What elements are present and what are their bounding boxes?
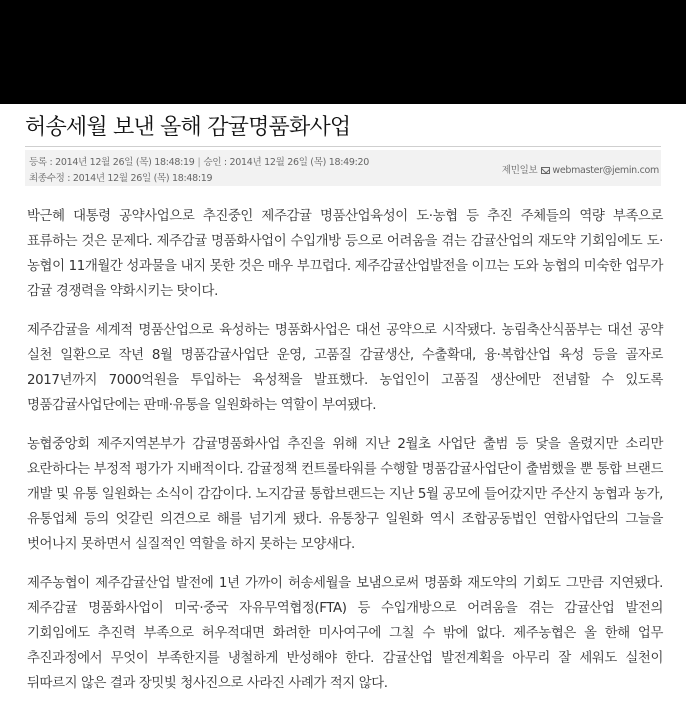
article-paragraph-3: 농협중앙회 제주지역본부가 감귤명품화사업 추진을 위해 지난 2월초 사업단 출범 등 닻을 올렸지만 소리만 요란하다는 부정적 평가가 지배적이다. 감귤정책 컨트롤타워를 수행할 명품감귤사업단이 출범했을 뿐 통합 브랜드 개발 및 유통 일원화는 소식이 감감이다. 노지감귤 통합브랜드는 지난 5월 공모에 들어갔지만 주산지 농협과 농가, 유통업체 등의 엇갈린 의견으로 해를 넘기게 됐다. 유통창구 일원화 역시 조합공동법인 연합사업단의 그늘을 벗어나지 못하면서 실질적인 역할을 하지 못하는 모양새다. <box>27 437 663 552</box>
meta-line-dates <box>29 154 369 168</box>
article-paragraph-2: 제주감귤을 세계적 명품산업으로 육성하는 명품화사업은 대선 공약으로 시작됐다. 농림축산식품부는 대선 공약 실천 일환으로 작년 8월 명품감귤사업단 운영, 고품질 감귤생산, 수출확대, 융·복합산업 육성 등을 골자로 2017년까지 7000억원을 투입하는 육성책을 발표했다. 농업인이 고품질 생산에만 전념할 수 있도록 명품감귤사업단에는 판매·유통을 일원화하는 역할이 부여됐다. <box>27 323 663 413</box>
title-divider <box>25 146 661 147</box>
article-body <box>27 204 663 710</box>
meta-separator: | <box>197 157 201 168</box>
modified-label: 최종수정 : <box>29 173 73 184</box>
publisher-name: 제민일보 <box>501 165 538 176</box>
publisher-email[interactable]: webmaster@jemin.com <box>552 165 659 176</box>
approved-label: 승인 : <box>203 157 230 168</box>
article-meta <box>25 150 661 186</box>
modified-date: 2014년 12월 26일 (목) 18:48:19 <box>72 173 213 184</box>
top-banner <box>0 0 686 104</box>
article-title: 허송세월 보낸 올해 감귤명품화사업 <box>25 115 351 140</box>
approved-date: 2014년 12월 26일 (목) 18:49:20 <box>229 157 369 168</box>
registered-date: 2014년 12월 26일 (목) 18:48:19 <box>55 157 195 168</box>
mail-icon <box>541 167 550 174</box>
article-paragraph-1: 박근혜 대통령 공약사업으로 추진중인 제주감귤 명품산업육성이 도·농협 등 추진 주체들의 역량 부족으로 표류하는 것은 문제다. 제주감귤 명품화사업이 수입개방 등으로 어려움을 겪는 감귤산업의 재도약 기회임에도 도·농협이 11개월간 성과물을 내지 못한 것은 매우 부끄럽다. 제주감귤산업발전을 이끄는 도와 농협의 미숙한 업무가 감귤 경쟁력을 약화시키는 탓이다. <box>27 209 663 299</box>
article-source <box>502 162 659 176</box>
registered-label: 등록 : <box>29 157 56 168</box>
article-paragraph-4: 제주농협이 제주감귤산업 발전에 1년 가까이 허송세월을 보냄으로써 명품화 재도약의 기회도 그만큼 지연됐다. 제주감귤 명품화사업이 미국·중국 자유무역협정(FTA) 등 수입개방으로 어려움을 겪는 감귤산업 발전의 기회임에도 추진력 부족으로 허우적대면 화려한 미사여구에 그칠 수 밖에 없다. 제주농협은 올 한해 업무 추진과정에서 무엇이 부족한지를 냉철하게 반성해야 한다. 감귤산업 발전계획을 아무리 잘 세워도 실천이 뒤따르지 않은 결과 장밋빛 청사진으로 사라진 사례가 적지 않다. <box>27 576 663 691</box>
meta-line-modified <box>29 170 212 184</box>
